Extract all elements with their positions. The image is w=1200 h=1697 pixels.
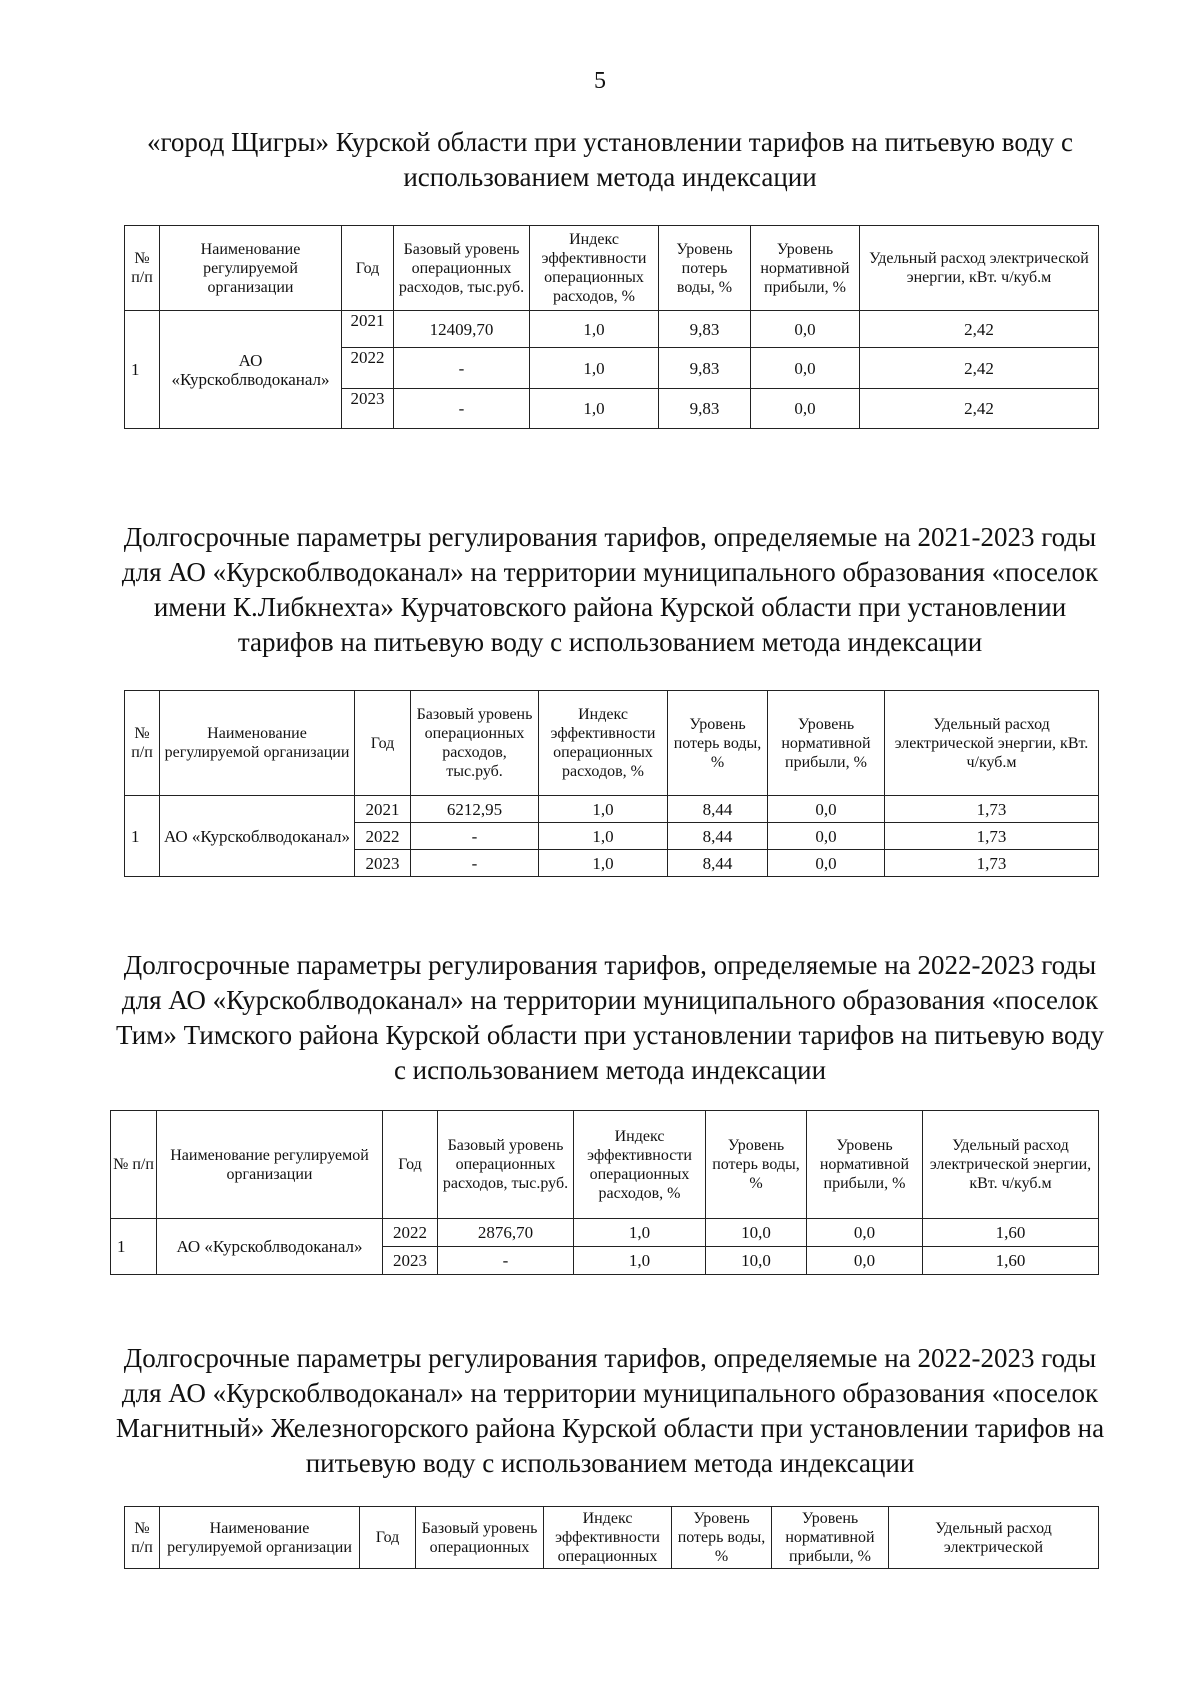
energy-cell: 1,60 [923,1219,1099,1247]
table-row [125,311,1099,348]
table-header-row [125,691,1099,796]
base-cell: - [438,1247,574,1275]
table-row [111,1219,1099,1247]
col-num-header: № п/п [125,691,160,796]
loss-cell: 9,83 [659,389,751,429]
table-header-row [111,1111,1099,1219]
organization-name: АО «Курскоблводоканал» [160,796,355,877]
col-loss-header: Уровень потерь воды, % [668,691,768,796]
col-num-header: № п/п [125,226,160,311]
row-number: 1 [111,1219,157,1275]
index-cell: 1,0 [530,311,659,348]
col-index-header: Индекс эффективности операционных расходов, % [539,691,668,796]
table-row [125,796,1099,823]
col-base-header: Базовый уровень операционных расходов, тыс.руб. [438,1111,574,1219]
col-energy-header: Удельный расход электрической энергии, кВт. ч/куб.м [923,1111,1099,1219]
loss-cell: 8,44 [668,796,768,823]
base-cell: 12409,70 [394,311,530,348]
profit-cell: 0,0 [751,311,860,348]
loss-cell: 10,0 [706,1247,807,1275]
col-year-header: Год [355,691,411,796]
year-cell: 2022 [342,348,394,389]
profit-cell: 0,0 [751,389,860,429]
col-profit-header: Уровень нормативной прибыли, % [768,691,885,796]
base-cell: - [394,389,530,429]
profit-cell: 0,0 [768,850,885,877]
heading-shchigry: «город Щигры» Курской области при установлении тарифов на питьевую воду с использованием метода индексации [146,127,1074,192]
index-cell: 1,0 [539,850,668,877]
col-profit-header: Уровень нормативной прибыли, % [807,1111,923,1219]
row-number: 1 [125,796,160,877]
energy-cell: 1,73 [885,796,1099,823]
col-name-header: Наименование регулируемой организации [160,226,342,311]
base-cell: - [394,348,530,389]
year-cell: 2021 [342,311,394,348]
col-name-header: Наименование регулируемой организации [157,1111,383,1219]
year-cell: 2021 [355,796,411,823]
base-cell: 6212,95 [411,796,539,823]
col-profit-header: Уровень нормативной прибыли, % [772,1507,889,1569]
index-cell: 1,0 [539,796,668,823]
profit-cell: 0,0 [807,1219,923,1247]
col-index-header: Индекс эффективности операционных расходов, % [574,1111,706,1219]
heading-magnitny: Долгосрочные параметры регулирования тарифов, определяемые на 2022-2023 годы для АО «Курскоблводоканал» на территории муниципального образования «поселок Магнитный» Железногорского района Курской области при установлении тарифов на питьевую воду с использованием метода индексации [115,1343,1105,1478]
year-cell: 2023 [355,850,411,877]
organization-name: АО «Курскоблводоканал» [160,311,342,429]
organization-name: АО «Курскоблводоканал» [157,1219,383,1275]
energy-cell: 2,42 [860,389,1099,429]
base-cell: 2876,70 [438,1219,574,1247]
loss-cell: 9,83 [659,348,751,389]
heading-tim: Долгосрочные параметры регулирования тарифов, определяемые на 2022-2023 годы для АО «Курскоблводоканал» на территории муниципального образования «поселок Тим» Тимского района Курской области при установлении тарифов на питьевую воду с использованием метода индексации [115,950,1105,1085]
loss-cell: 8,44 [668,823,768,850]
index-cell: 1,0 [574,1219,706,1247]
col-year-header: Год [383,1111,438,1219]
col-energy-header: Удельный расход электрической энергии, кВт. ч/куб.м [885,691,1099,796]
loss-cell: 10,0 [706,1219,807,1247]
col-energy-header: Удельный расход электрической энергии, кВт. ч/куб.м [860,226,1099,311]
base-cell: - [411,850,539,877]
year-cell: 2022 [383,1219,438,1247]
col-loss-header: Уровень потерь воды, % [659,226,751,311]
tariff-table-magnitny [124,1506,1099,1569]
energy-cell: 2,42 [860,348,1099,389]
index-cell: 1,0 [530,389,659,429]
row-number: 1 [125,311,160,429]
col-index-header: Индекс эффективности операционных расходов, % [530,226,659,311]
col-num-header: № п/п [111,1111,157,1219]
page-number: 5 [594,68,606,94]
energy-cell: 1,60 [923,1247,1099,1275]
tariff-table-shchigry [124,225,1099,429]
col-base-header: Базовый уровень операционных расходов, тыс.руб. [394,226,530,311]
col-profit-header: Уровень нормативной прибыли, % [751,226,860,311]
year-cell: 2022 [355,823,411,850]
col-year-header: Год [360,1507,416,1569]
year-cell: 2023 [383,1247,438,1275]
col-loss-header: Уровень потерь воды, % [672,1507,772,1569]
col-index-header: Индекс эффективности операционных [544,1507,672,1569]
col-name-header: Наименование регулируемой организации [160,1507,360,1569]
energy-cell: 1,73 [885,850,1099,877]
col-loss-header: Уровень потерь воды, % [706,1111,807,1219]
profit-cell: 0,0 [768,823,885,850]
energy-cell: 2,42 [860,311,1099,348]
index-cell: 1,0 [530,348,659,389]
heading-liebknecht: Долгосрочные параметры регулирования тарифов, определяемые на 2021-2023 годы для АО «Курскоблводоканал» на территории муниципального образования «поселок имени К.Либкнехта» Курчатовского района Курской области при установлении тарифов на питьевую воду с использованием метода индексации [121,522,1099,657]
loss-cell: 9,83 [659,311,751,348]
index-cell: 1,0 [574,1247,706,1275]
col-name-header: Наименование регулируемой организации [160,691,355,796]
profit-cell: 0,0 [807,1247,923,1275]
col-base-header: Базовый уровень операционных расходов, тыс.руб. [411,691,539,796]
tariff-table-tim [110,1110,1099,1275]
base-cell: - [411,823,539,850]
tariff-table-liebknecht [124,690,1099,877]
col-year-header: Год [342,226,394,311]
table-header-row [125,226,1099,311]
year-cell: 2023 [342,389,394,429]
index-cell: 1,0 [539,823,668,850]
energy-cell: 1,73 [885,823,1099,850]
col-num-header: № п/п [125,1507,160,1569]
profit-cell: 0,0 [751,348,860,389]
col-base-header: Базовый уровень операционных [416,1507,544,1569]
col-energy-header: Удельный расход электрической [889,1507,1099,1569]
profit-cell: 0,0 [768,796,885,823]
loss-cell: 8,44 [668,850,768,877]
table-header-row [125,1507,1099,1569]
